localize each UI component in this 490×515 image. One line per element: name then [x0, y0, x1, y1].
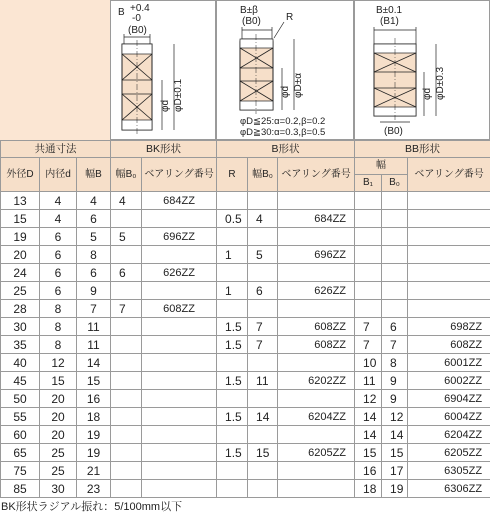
- b-b-label: B±β: [240, 5, 258, 16]
- cell-bb-bearing: [408, 300, 490, 318]
- cell-inner-d: 12: [40, 354, 77, 372]
- cell-width-b: 19: [77, 444, 111, 462]
- cell-bb-b1: 7: [355, 318, 382, 336]
- col-outer-d: 外径D: [1, 158, 40, 192]
- cell-b-r: 1.5: [217, 444, 248, 462]
- cell-bk-bearing: [142, 408, 217, 426]
- cell-inner-d: 25: [40, 444, 77, 462]
- cell-b-r: 1: [217, 282, 248, 300]
- cell-b-bearing: [278, 390, 355, 408]
- cell-bb-b0: 9: [382, 390, 408, 408]
- cell-bb-b1: 16: [355, 462, 382, 480]
- cell-bk-bearing: [142, 426, 217, 444]
- cell-b-r: 1.5: [217, 318, 248, 336]
- col-bk-width: 幅B₀: [111, 158, 142, 192]
- cell-bb-bearing: [408, 228, 490, 246]
- cell-b-r: [217, 426, 248, 444]
- cell-b-bearing: [278, 480, 355, 498]
- cell-bk-bearing: 696ZZ: [142, 228, 217, 246]
- col-bb-b0: B₀: [382, 175, 408, 192]
- cell-outer-d: 40: [1, 354, 40, 372]
- cell-bk-bearing: 626ZZ: [142, 264, 217, 282]
- cell-width-b: 6: [77, 264, 111, 282]
- cell-inner-d: 8: [40, 336, 77, 354]
- table-row: [1, 264, 490, 282]
- bb-diagram: [354, 0, 490, 140]
- cell-bb-b1: 15: [355, 444, 382, 462]
- cell-bb-b0: 7: [382, 336, 408, 354]
- cell-outer-d: 45: [1, 372, 40, 390]
- cell-bk-width: [111, 372, 142, 390]
- table-row: [1, 318, 490, 336]
- bb-b1-label: (B1): [380, 16, 399, 27]
- col-b-r: R: [217, 158, 248, 192]
- cell-bb-bearing: 6204ZZ: [408, 426, 490, 444]
- table-row: [1, 336, 490, 354]
- cell-b-width: [248, 390, 278, 408]
- table-row: [1, 192, 490, 210]
- cell-width-b: 4: [77, 192, 111, 210]
- col-b-bearing: ベアリング番号: [278, 158, 355, 192]
- cell-width-b: 11: [77, 336, 111, 354]
- cell-width-b: 21: [77, 462, 111, 480]
- cell-inner-d: 20: [40, 390, 77, 408]
- cell-outer-d: 65: [1, 444, 40, 462]
- cell-outer-d: 19: [1, 228, 40, 246]
- cell-b-r: [217, 228, 248, 246]
- cell-inner-d: 25: [40, 462, 77, 480]
- cell-bk-bearing: [142, 282, 217, 300]
- table-row: [1, 300, 490, 318]
- cell-b-width: [248, 426, 278, 444]
- col-inner-d: 内径d: [40, 158, 77, 192]
- cell-bb-bearing: [408, 264, 490, 282]
- cell-bb-b1: [355, 300, 382, 318]
- cell-b-width: 7: [248, 318, 278, 336]
- cell-bk-bearing: [142, 390, 217, 408]
- cell-outer-d: 75: [1, 462, 40, 480]
- cell-b-r: [217, 300, 248, 318]
- cell-bb-bearing: [408, 282, 490, 300]
- cell-b-r: [217, 462, 248, 480]
- cell-outer-d: 25: [1, 282, 40, 300]
- cell-width-b: 23: [77, 480, 111, 498]
- cell-b-r: [217, 264, 248, 282]
- cell-bb-b0: 9: [382, 372, 408, 390]
- bk-tol-bottom: -0: [132, 13, 141, 24]
- cell-b-r: [217, 192, 248, 210]
- bk-b0-label: (B0): [128, 25, 147, 36]
- cell-b-width: 14: [248, 408, 278, 426]
- cell-bk-width: [111, 480, 142, 498]
- cell-b-bearing: [278, 462, 355, 480]
- cell-bk-width: [111, 246, 142, 264]
- cell-bb-b0: [382, 192, 408, 210]
- cell-bk-width: [111, 408, 142, 426]
- table-row: [1, 480, 490, 498]
- cell-b-width: [248, 354, 278, 372]
- cell-b-r: [217, 480, 248, 498]
- cell-outer-d: 50: [1, 390, 40, 408]
- bk-b-label: B: [118, 7, 125, 18]
- cell-bb-bearing: 6205ZZ: [408, 444, 490, 462]
- cell-bb-bearing: 6002ZZ: [408, 372, 490, 390]
- cell-inner-d: 20: [40, 426, 77, 444]
- cell-b-width: 6: [248, 282, 278, 300]
- cell-inner-d: 8: [40, 300, 77, 318]
- cell-bb-bearing: 6904ZZ: [408, 390, 490, 408]
- cell-bk-bearing: [142, 372, 217, 390]
- table-row: [1, 444, 490, 462]
- cell-width-b: 5: [77, 228, 111, 246]
- cell-b-width: [248, 300, 278, 318]
- table-row: [1, 390, 490, 408]
- cell-b-bearing: 684ZZ: [278, 210, 355, 228]
- cell-outer-d: 20: [1, 246, 40, 264]
- group-bb: BB形状: [355, 141, 490, 158]
- cell-outer-d: 55: [1, 408, 40, 426]
- cell-bk-bearing: 684ZZ: [142, 192, 217, 210]
- cell-inner-d: 15: [40, 372, 77, 390]
- cell-bk-bearing: [142, 318, 217, 336]
- cell-bb-b0: 8: [382, 354, 408, 372]
- cell-bb-b0: [382, 210, 408, 228]
- cell-width-b: 8: [77, 246, 111, 264]
- col-width-b: 幅B: [77, 158, 111, 192]
- cell-inner-d: 6: [40, 246, 77, 264]
- cell-bb-bearing: 6004ZZ: [408, 408, 490, 426]
- bk-bearing-icon: [122, 40, 152, 134]
- table-row: [1, 408, 490, 426]
- b-d-label: φd: [280, 85, 291, 98]
- cell-outer-d: 15: [1, 210, 40, 228]
- cell-b-bearing: 608ZZ: [278, 336, 355, 354]
- cell-bk-width: [111, 426, 142, 444]
- bk-D-label: φD±0.1: [173, 78, 184, 112]
- cell-b-width: [248, 480, 278, 498]
- cell-bb-b0: [382, 282, 408, 300]
- cell-bk-width: 5: [111, 228, 142, 246]
- cell-bk-width: [111, 462, 142, 480]
- cell-bb-b0: [382, 264, 408, 282]
- cell-b-r: [217, 354, 248, 372]
- cell-bk-width: 6: [111, 264, 142, 282]
- col-bk-bearing: ベアリング番号: [142, 158, 217, 192]
- cell-width-b: 15: [77, 372, 111, 390]
- b-r-label: R: [286, 12, 294, 23]
- cell-bb-b1: [355, 282, 382, 300]
- cell-bb-b1: [355, 210, 382, 228]
- bb-D-label: φD±0.3: [435, 66, 446, 100]
- cell-bk-width: 7: [111, 300, 142, 318]
- table-row: [1, 372, 490, 390]
- cell-b-bearing: [278, 426, 355, 444]
- cell-bk-width: [111, 354, 142, 372]
- cell-bb-bearing: [408, 192, 490, 210]
- col-b-width: 幅B₀: [248, 158, 278, 192]
- cell-b-bearing: 626ZZ: [278, 282, 355, 300]
- bearing-spec-table: [0, 140, 490, 498]
- b-bearing-icon: [240, 34, 273, 114]
- cell-inner-d: 30: [40, 480, 77, 498]
- cell-b-r: 0.5: [217, 210, 248, 228]
- cell-inner-d: 20: [40, 408, 77, 426]
- group-b: B形状: [217, 141, 355, 158]
- cell-inner-d: 6: [40, 282, 77, 300]
- cell-b-r: 1.5: [217, 372, 248, 390]
- cell-bk-width: 4: [111, 192, 142, 210]
- cell-inner-d: 4: [40, 192, 77, 210]
- col-bb-b1: B₁: [355, 175, 382, 192]
- cell-b-bearing: [278, 228, 355, 246]
- cell-bb-bearing: 6306ZZ: [408, 480, 490, 498]
- col-bb-width: 幅: [355, 158, 408, 175]
- cell-inner-d: 4: [40, 210, 77, 228]
- cell-width-b: 14: [77, 354, 111, 372]
- cell-bk-bearing: [142, 210, 217, 228]
- cell-b-width: 7: [248, 336, 278, 354]
- cell-b-bearing: 6205ZZ: [278, 444, 355, 462]
- group-common: 共通寸法: [1, 141, 111, 158]
- cell-bb-b1: [355, 246, 382, 264]
- cell-bk-bearing: [142, 354, 217, 372]
- cell-outer-d: 35: [1, 336, 40, 354]
- footnote: BK形状ラジアル振れ：5/100mm以下: [1, 501, 183, 513]
- cell-b-bearing: [278, 264, 355, 282]
- cell-bb-b1: [355, 192, 382, 210]
- cell-b-bearing: 6202ZZ: [278, 372, 355, 390]
- cell-b-bearing: [278, 300, 355, 318]
- bk-diagram: [110, 0, 216, 140]
- cell-bb-b1: 18: [355, 480, 382, 498]
- cell-b-width: 11: [248, 372, 278, 390]
- cell-bb-b1: 11: [355, 372, 382, 390]
- cell-b-r: 1: [217, 246, 248, 264]
- cell-bk-width: [111, 282, 142, 300]
- cell-width-b: 6: [77, 210, 111, 228]
- cell-bb-b0: 19: [382, 480, 408, 498]
- table-row: [1, 426, 490, 444]
- bb-b-label: B±0.1: [376, 5, 403, 16]
- cell-b-bearing: 608ZZ: [278, 318, 355, 336]
- cell-bk-width: [111, 390, 142, 408]
- cell-b-width: 15: [248, 444, 278, 462]
- cell-b-width: [248, 192, 278, 210]
- bb-b0-label: (B0): [384, 126, 403, 137]
- table-row: [1, 210, 490, 228]
- cell-width-b: 19: [77, 426, 111, 444]
- cell-outer-d: 24: [1, 264, 40, 282]
- cell-bb-b1: [355, 264, 382, 282]
- cell-bb-b1: 14: [355, 408, 382, 426]
- b-note-1: φD≦25:α=0.2,β=0.2: [240, 116, 326, 127]
- cell-width-b: 18: [77, 408, 111, 426]
- cell-bb-b1: 7: [355, 336, 382, 354]
- cell-b-bearing: [278, 354, 355, 372]
- cell-bb-b0: [382, 228, 408, 246]
- cell-bk-bearing: [142, 444, 217, 462]
- cell-bk-bearing: [142, 462, 217, 480]
- b-D-label: φD±α: [293, 73, 304, 98]
- table-row: [1, 246, 490, 264]
- cell-b-width: [248, 264, 278, 282]
- table-body: [1, 192, 490, 498]
- cell-bk-width: [111, 318, 142, 336]
- table-row: [1, 282, 490, 300]
- table-row: [1, 354, 490, 372]
- group-bk: BK形状: [111, 141, 217, 158]
- cell-width-b: 9: [77, 282, 111, 300]
- cell-bb-bearing: [408, 210, 490, 228]
- cell-b-bearing: 696ZZ: [278, 246, 355, 264]
- cell-bk-bearing: [142, 246, 217, 264]
- cell-bb-b0: [382, 246, 408, 264]
- cell-b-width: 4: [248, 210, 278, 228]
- cell-outer-d: 13: [1, 192, 40, 210]
- cell-b-width: 5: [248, 246, 278, 264]
- bb-bearing-icon: [374, 38, 416, 120]
- cell-bb-bearing: 698ZZ: [408, 318, 490, 336]
- cell-bb-b0: 12: [382, 408, 408, 426]
- table-row: [1, 462, 490, 480]
- cell-bb-bearing: 6305ZZ: [408, 462, 490, 480]
- bk-d-label: φd: [160, 99, 171, 112]
- cell-bb-b0: 6: [382, 318, 408, 336]
- cell-bb-b0: 15: [382, 444, 408, 462]
- cell-b-width: [248, 228, 278, 246]
- bk-tol-top: +0.4: [130, 3, 150, 14]
- cell-outer-d: 60: [1, 426, 40, 444]
- cell-bb-b0: 17: [382, 462, 408, 480]
- cell-b-bearing: [278, 192, 355, 210]
- cell-outer-d: 85: [1, 480, 40, 498]
- cell-b-r: [217, 390, 248, 408]
- cell-outer-d: 30: [1, 318, 40, 336]
- b-b0-label: (B0): [242, 16, 261, 27]
- b-diagram: [216, 0, 354, 140]
- cell-b-r: 1.5: [217, 408, 248, 426]
- cell-bk-width: [111, 336, 142, 354]
- cell-bk-bearing: 608ZZ: [142, 300, 217, 318]
- cell-inner-d: 8: [40, 318, 77, 336]
- cell-b-bearing: 6204ZZ: [278, 408, 355, 426]
- cell-width-b: 11: [77, 318, 111, 336]
- cell-bk-width: [111, 210, 142, 228]
- header-blank: [0, 0, 110, 140]
- cell-width-b: 7: [77, 300, 111, 318]
- cell-bb-bearing: [408, 246, 490, 264]
- bb-d-label: φd: [422, 87, 433, 100]
- cell-inner-d: 6: [40, 264, 77, 282]
- cell-width-b: 16: [77, 390, 111, 408]
- col-bb-bearing: ベアリング番号: [408, 158, 490, 192]
- cell-outer-d: 28: [1, 300, 40, 318]
- cell-inner-d: 6: [40, 228, 77, 246]
- cell-bk-bearing: [142, 480, 217, 498]
- cell-bk-bearing: [142, 336, 217, 354]
- cell-bb-bearing: 608ZZ: [408, 336, 490, 354]
- cell-bb-b1: 12: [355, 390, 382, 408]
- cell-bb-b1: [355, 228, 382, 246]
- cell-bb-b0: 14: [382, 426, 408, 444]
- table-row: [1, 228, 490, 246]
- cell-bk-width: [111, 444, 142, 462]
- cell-b-width: [248, 462, 278, 480]
- cell-bb-b1: 14: [355, 426, 382, 444]
- cell-bb-bearing: 6001ZZ: [408, 354, 490, 372]
- b-note-2: φD≧30:α=0.3,β=0.5: [240, 127, 326, 138]
- cell-bb-b0: [382, 300, 408, 318]
- cell-b-r: 1.5: [217, 336, 248, 354]
- cell-bb-b1: 10: [355, 354, 382, 372]
